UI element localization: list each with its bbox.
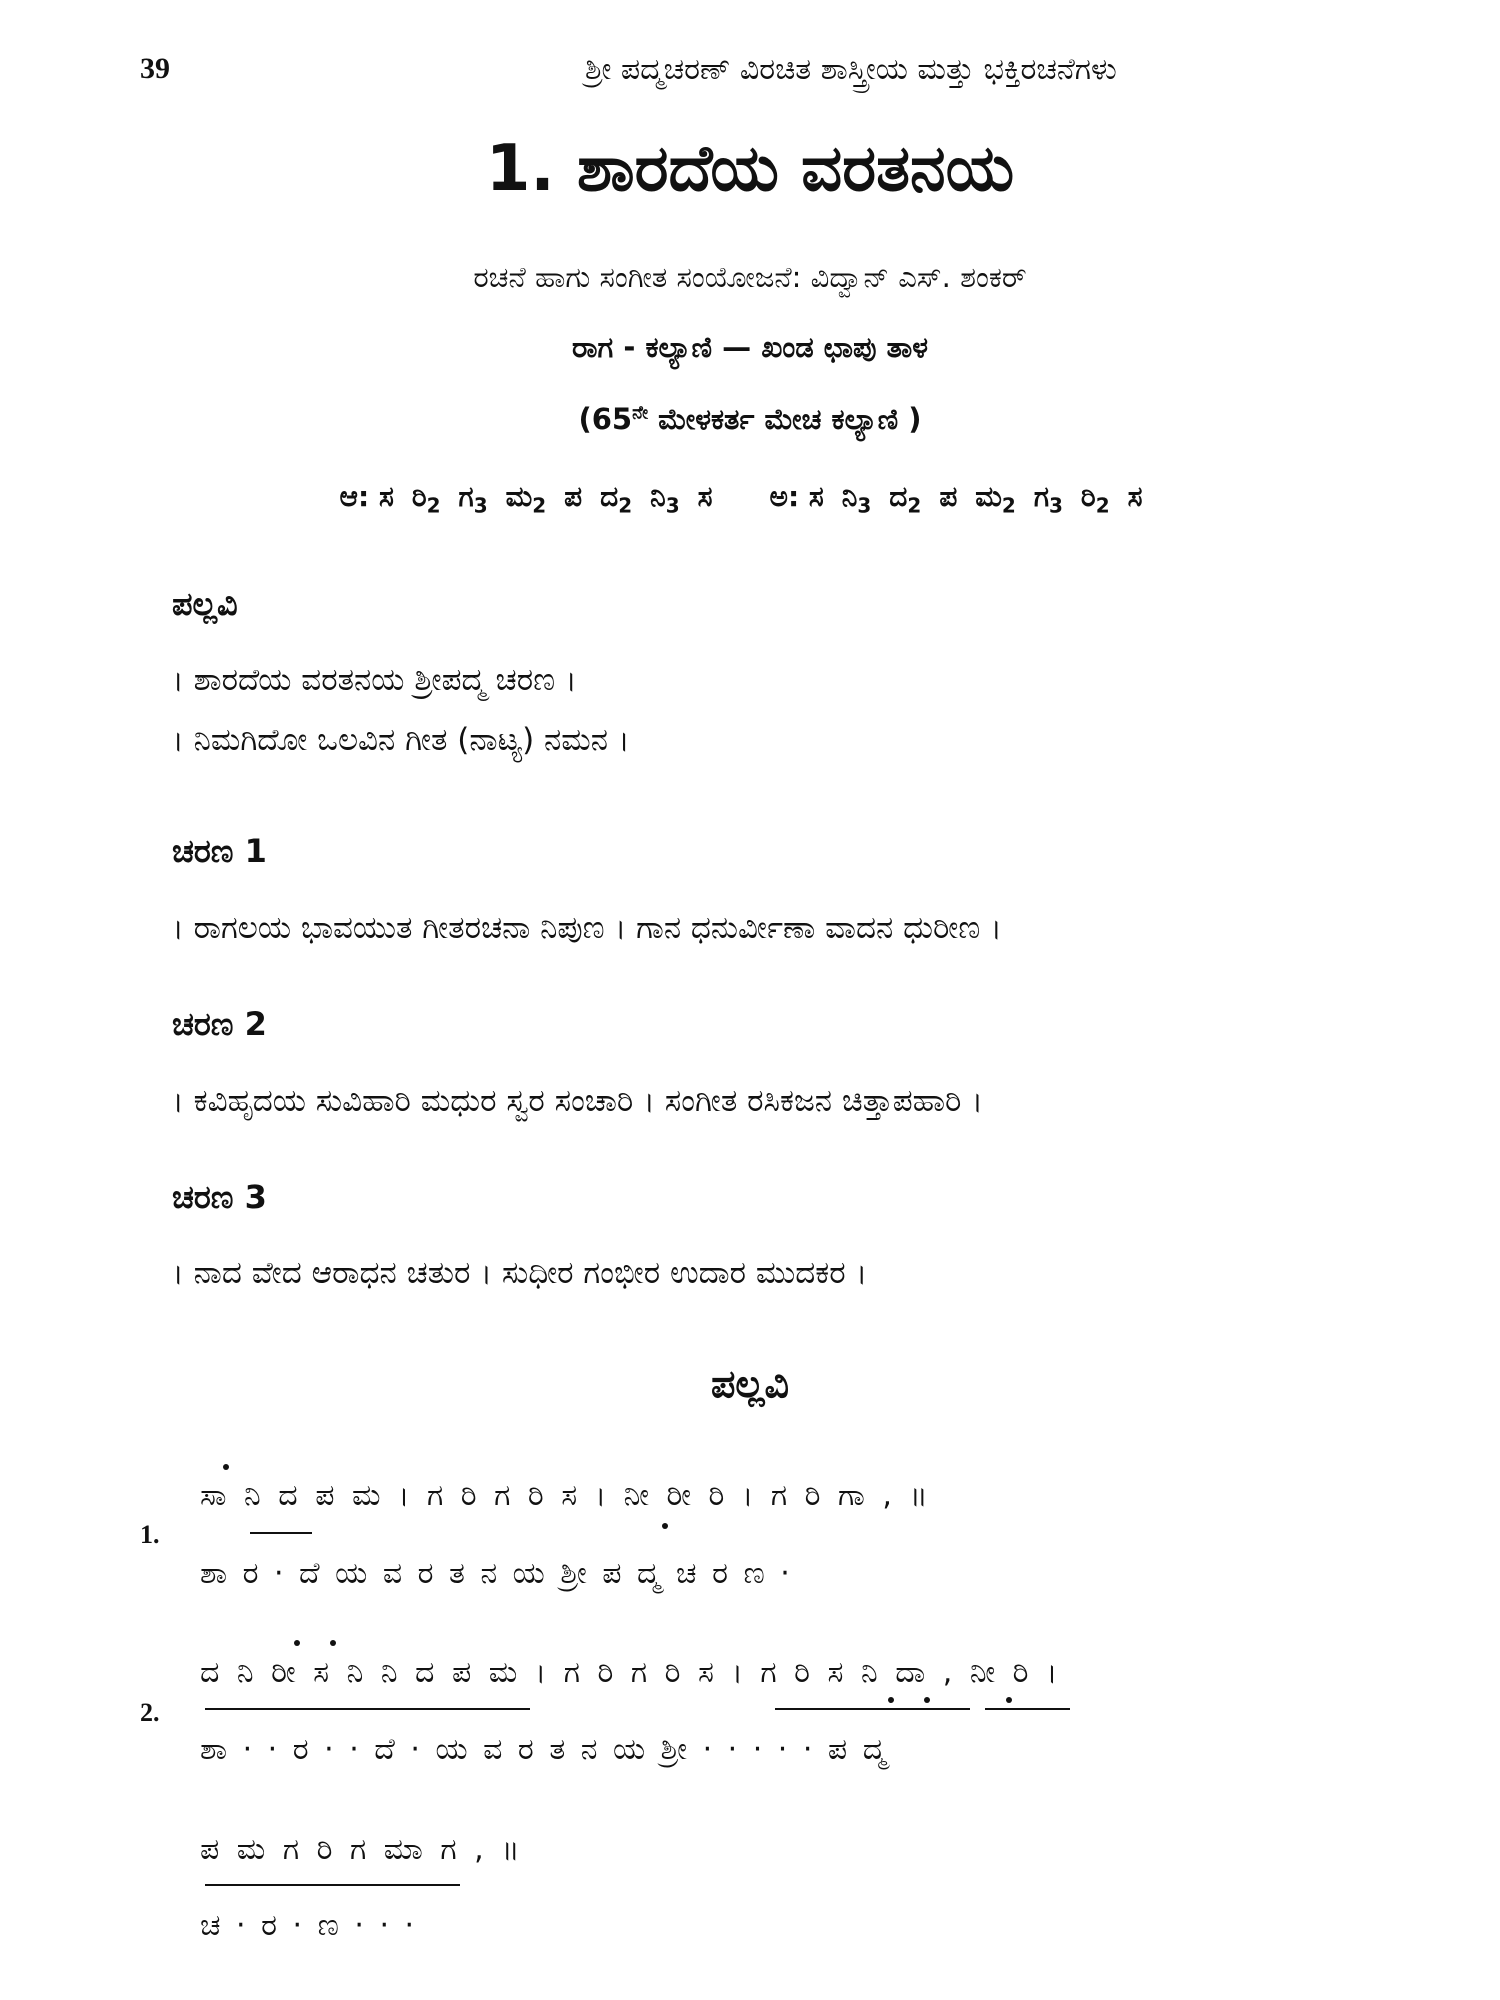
charana-3-line: । ನಾದ ವೇದ ಆರಾಧನ ಚತುರ । ಸುಧೀರ ಗಂಭೀರ ಉದಾರ ಮುದಕರ ।: [172, 1255, 868, 1291]
charana-3-heading: ಚರಣ 3: [172, 1178, 267, 1216]
avarohana-note: $ನಿ_3$: [841, 480, 872, 518]
notation-line-1-swara: ಸಾ ನಿ ದ ಪ ಮ । ಗ ರಿ ಗ ರಿ ಸ । ನೀ ರೀ ರಿ । ಗ ರಿ ಗಾ , ॥: [200, 1478, 932, 1513]
arohana-note: $ನಿ_3$: [650, 480, 680, 518]
avarohana-note-index: 2: [907, 493, 922, 518]
notation-line-2-number: 2.: [140, 1698, 160, 1727]
avarohana-note: ಸ: [808, 480, 824, 513]
avarohana-note: ಮ$_2$: [975, 480, 1016, 518]
upper-octave-dot: [223, 1464, 229, 1470]
avarohana-note: ಪ: [939, 480, 958, 513]
notation-line-1-sahitya: ಶಾ ರ · ದೆ ಯ ವ ರ ತ ನ ಯ ಶ್ರೀ ಪ ದ್ಮ ಚ ರ ಣ ·: [200, 1556, 793, 1591]
arohana-note: ದ$_2$: [600, 480, 633, 518]
melakarta-prefix: (65: [578, 402, 633, 436]
pallavi-heading: ಪಲ್ಲವಿ: [172, 585, 238, 623]
arohana-note: ಸ: [697, 480, 713, 513]
song-title: 1. ಶಾರದೆಯ ವರತನಯ: [485, 132, 1015, 206]
notation-line-3-swara: ಪ ಮ ಗ ರಿ ಗ ಮಾ ಗ , ॥: [200, 1832, 524, 1867]
arohana-note-index: 2: [618, 493, 633, 518]
scale-line: [0, 480, 1500, 518]
avarohana-note: ದ$_2$: [889, 480, 922, 518]
avarohana-note: ಸ: [1127, 480, 1143, 513]
avarohana-note-index: 3: [1048, 493, 1063, 518]
avarohana-label: ಅ:: [769, 480, 800, 513]
melakarta-line: [0, 402, 1500, 437]
charana-1-heading: ಚರಣ 1: [172, 832, 267, 870]
arohana-note: $ರಿ_2$: [411, 480, 441, 518]
upper-octave-dot: [294, 1640, 300, 1646]
arohana-note-index: 3: [665, 493, 680, 518]
lower-octave-dot: [1006, 1697, 1012, 1703]
lower-octave-dot: [888, 1697, 894, 1703]
arohana-note-index: 3: [473, 493, 488, 518]
notation-line-2-swara: ದ ನಿ ರೀ ಸ ನಿ ನಿ ದ ಪ ಮ । ಗ ರಿ ಗ ರಿ ಸ । ಗ ರಿ ಸ ನಿ ದಾ , ನೀ ರಿ ।: [200, 1655, 1062, 1690]
notation-underline: [205, 1708, 530, 1710]
pallavi-line-1: । ಶಾರದೆಯ ವರತನಯ ಶ್ರೀಪದ್ಮ ಚರಣ ।: [172, 662, 577, 698]
raga-tala-line: ರಾಗ - ಕಲ್ಯಾಣಿ — ಖಂಡ ಛಾಪು ತಾಳ: [571, 330, 929, 364]
melakarta-ordinal: ನೇ: [632, 402, 649, 424]
arohana-note: ಮ$_2$: [505, 480, 547, 518]
upper-octave-dot: [330, 1640, 336, 1646]
avarohana-note: $ರಿ_2$: [1080, 480, 1110, 518]
avarohana-notes: [808, 480, 1161, 518]
arohana-notes: [378, 480, 731, 518]
charana-1-line: । ರಾಗಲಯ ಭಾವಯುತ ಗೀತರಚನಾ ನಿಪುಣ । ಗಾನ ಧನುರ್ವೀಣಾ ವಾದನ ಧುರೀಣ ।: [172, 910, 1002, 946]
notation-underline: [775, 1708, 970, 1710]
notation-underline: [205, 1884, 460, 1886]
arohana-note-index: 2: [532, 493, 547, 518]
avarohana-note-index: 2: [1095, 493, 1110, 518]
arohana-label: ಆ:: [339, 480, 370, 513]
notation-line-3-sahitya: ಚ · ರ · ಣ · · ·: [200, 1908, 418, 1943]
charana-2-line: । ಕವಿಹೃದಯ ಸುವಿಹಾರಿ ಮಧುರ ಸ್ವರ ಸಂಚಾರಿ । ಸಂಗೀತ ರಸಿಕಜನ ಚಿತ್ತಾಪಹಾರಿ ।: [172, 1083, 984, 1119]
lower-octave-dot: [924, 1697, 930, 1703]
charana-2-heading: ಚರಣ 2: [172, 1005, 267, 1043]
pallavi-line-2: । ನಿಮಗಿದೋ ಒಲವಿನ ಗೀತ (ನಾಟ್ಯ) ನಮನ ।: [172, 722, 630, 758]
notation-line-1-number: 1.: [140, 1520, 160, 1549]
page-number: 39: [140, 52, 170, 85]
arohana-note-index: 2: [426, 493, 441, 518]
running-title: ಶ್ರೀ ಪದ್ಮಚರಣ್ ವಿರಚಿತ ಶಾಸ್ತ್ರೀಯ ಮತ್ತು ಭಕ್ತಿರಚನೆಗಳು: [585, 52, 1117, 87]
melakarta-name: ಮೇಳಕರ್ತ ಮೇಚ ಕಲ್ಯಾಣಿ ): [648, 402, 922, 436]
arohana-note: ಗ$_3$: [458, 480, 488, 518]
avarohana-note-index: 2: [1001, 493, 1016, 518]
arohana-note: ಸ: [378, 480, 394, 513]
notation-underline: [985, 1708, 1070, 1710]
notation-line-2-sahitya: ಶಾ · · ರ · · ದೆ · ಯ ವ ರ ತ ನ ಯ ಶ್ರೀ · · · · · ಪ ದ್ಮ: [200, 1732, 890, 1767]
notation-pallavi-heading: ಪಲ್ಲವಿ: [710, 1362, 789, 1406]
composer-credit: ರಚನೆ ಹಾಗು ಸಂಗೀತ ಸಂಯೋಜನೆ: ವಿದ್ವಾನ್ ಎಸ್. ಶಂಕರ್: [473, 260, 1027, 294]
avarohana-note-index: 3: [857, 493, 872, 518]
notation-underline: [250, 1532, 312, 1534]
avarohana-note: ಗ$_3$: [1033, 480, 1063, 518]
arohana-note: ಪ: [564, 480, 583, 513]
lower-octave-dot: [662, 1523, 668, 1529]
